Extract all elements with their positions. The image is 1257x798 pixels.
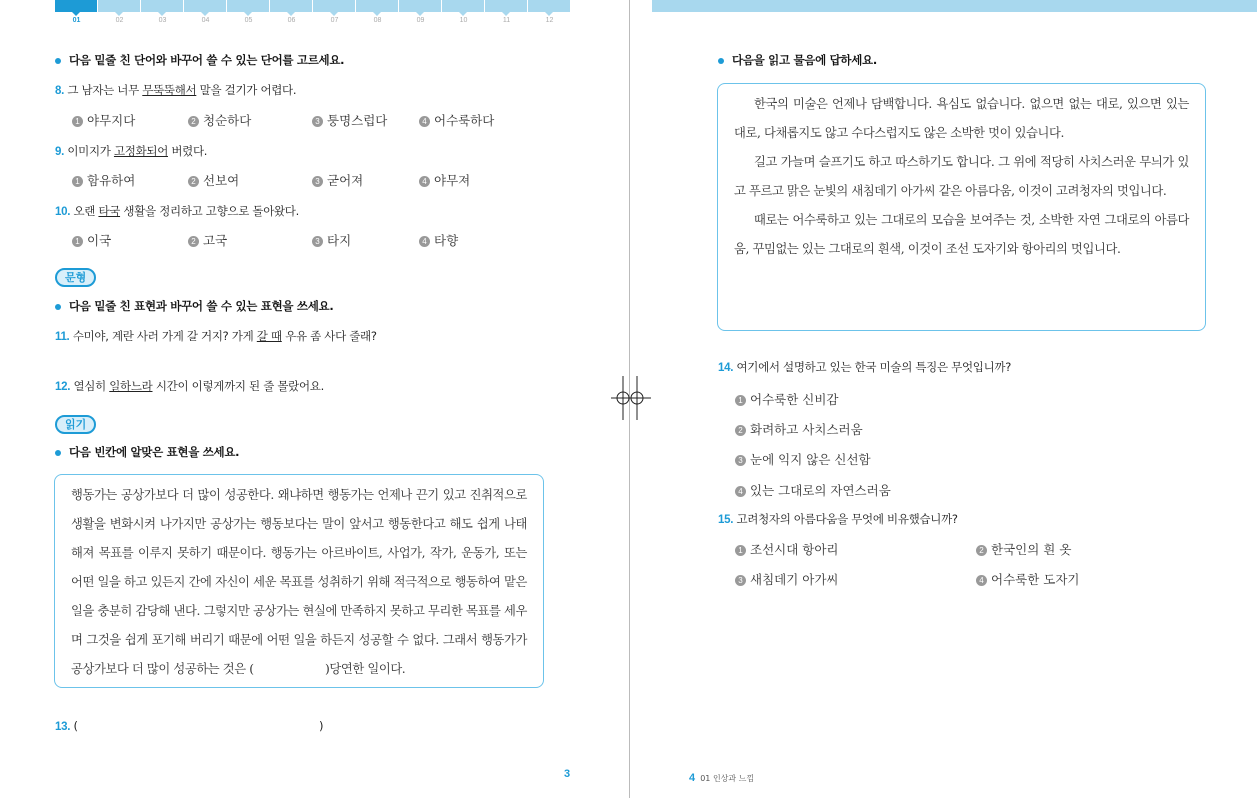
chapter-tab-label-01: 01 [72, 17, 81, 24]
right-passage [718, 84, 1205, 264]
chapter-tab-09[interactable] [399, 0, 442, 12]
right-instruction: 다음을 읽고 물음에 답하세요. [718, 52, 877, 68]
question-14: 14. 여기에서 설명하고 있는 한국 미술의 특징은 무엇입니까? [718, 360, 1011, 374]
passage-paragraph-3: 때로는 어수룩하고 있는 그대로의 모습을 보여주는 것, 소박한 자연 그대로의 아름다움, 꾸밈없는 있는 그대로의 흰색, 이것이 조선 도자기와 항아리의 멋입니다. [734, 213, 1189, 256]
option-3[interactable]: 3 타지 [312, 231, 351, 249]
option-2[interactable]: 2 고국 [188, 231, 227, 249]
chapter-tab-label-11: 11 [502, 17, 511, 24]
question-13: 13. ( ) [55, 719, 324, 733]
chapter-tab-label-03: 03 [158, 17, 167, 24]
chapter-tab-label-05: 05 [244, 17, 253, 24]
chapter-tab-numbers [55, 17, 571, 24]
q15-option-2[interactable]: 2 한국인의 흰 옷 [976, 540, 1071, 558]
section2-instruction: 다음 밑줄 친 표현과 바꾸어 쓸 수 있는 표현을 쓰세요. [55, 298, 333, 314]
chapter-tab-11[interactable] [485, 0, 528, 12]
chapter-tab-label-04: 04 [201, 17, 210, 24]
chapter-tab-10[interactable] [442, 0, 485, 12]
page-number-right: 4 [689, 772, 696, 784]
right-footer [689, 766, 754, 785]
chapter-tab-label-12: 12 [545, 17, 554, 24]
bullet-icon [55, 450, 61, 456]
question-9: 9. 이미지가 고정화되어 버렸다. [55, 144, 208, 158]
q14-option-2[interactable]: 2 화려하고 사치스러움 [735, 420, 863, 438]
q15-option-3[interactable]: 3 새침데기 아가씨 [735, 570, 839, 588]
q15-option-4[interactable]: 4 어수룩한 도자기 [976, 570, 1080, 588]
q15-option-1[interactable]: 1 조선시대 항아리 [735, 540, 839, 558]
section1-instruction: 다음 밑줄 친 단어와 바꾸어 쓸 수 있는 단어를 고르세요. [55, 52, 344, 68]
chapter-tab-07[interactable] [313, 0, 356, 12]
chapter-tab-label-02: 02 [115, 17, 124, 24]
option-2[interactable]: 2 청순하다 [188, 111, 251, 129]
option-1[interactable]: 1 야무지다 [72, 111, 135, 129]
section-badge-pattern: 문형 [55, 268, 96, 287]
chapter-tab-label-07: 07 [330, 17, 339, 24]
option-1[interactable]: 1 함유하여 [72, 171, 135, 189]
chapter-tab-label-08: 08 [373, 17, 382, 24]
question-12: 12. 열심히 일하느라 시간이 이렇게까지 된 줄 몰랐어요. [55, 379, 324, 393]
chapter-tab-label-10: 10 [459, 17, 468, 24]
option-4[interactable]: 4 타향 [419, 231, 458, 249]
option-1[interactable]: 1 이국 [72, 231, 111, 249]
question-10-options [72, 231, 532, 247]
chapter-tab-06[interactable] [270, 0, 313, 12]
chapter-tab-label-06: 06 [287, 17, 296, 24]
chapter-tab-label-09: 09 [416, 17, 425, 24]
reading-passage-box [54, 474, 544, 688]
question-10: 10. 오랜 타국 생활을 정리하고 고향으로 돌아왔다. [55, 204, 299, 218]
option-3[interactable]: 3 굳어져 [312, 171, 363, 189]
option-2[interactable]: 2 선보여 [188, 171, 239, 189]
q14-option-1[interactable]: 1 어수룩한 신비감 [735, 390, 839, 408]
chapter-tab-12[interactable] [528, 0, 571, 12]
q14-option-3[interactable]: 3 눈에 익지 않은 신선함 [735, 450, 871, 468]
chapter-title: 01 인상과 느낌 [700, 774, 755, 783]
q14-option-4[interactable]: 4 있는 그대로의 자연스러움 [735, 481, 891, 499]
bullet-icon [718, 58, 724, 64]
question-15: 15. 고려청자의 아름다움을 무엇에 비유했습니까? [718, 512, 958, 526]
chapter-tab-02[interactable] [98, 0, 141, 12]
chapter-tab-05[interactable] [227, 0, 270, 12]
right-passage-box [717, 83, 1206, 331]
passage-paragraph-1: 한국의 미술은 언제나 담백합니다. 욕심도 없습니다. 없으면 없는 대로, 있으면 있는 대로, 다채롭지도 않고 수다스럽지도 않은 소박한 멋이 있습니다. [734, 97, 1189, 140]
chapter-tab-03[interactable] [141, 0, 184, 12]
chapter-tab-08[interactable] [356, 0, 399, 12]
chapter-tab-strip [55, 0, 571, 12]
question-8-options [72, 111, 532, 127]
registration-mark-icon [611, 376, 651, 420]
option-3[interactable]: 3 퉁명스럽다 [312, 111, 387, 129]
question-11: 11. 수미야, 계란 사러 가게 갈 거지? 가게 갈 때 우유 좀 사다 줄래? [55, 329, 377, 343]
question-8: 8. 그 남자는 너무 무뚝뚝해서 말을 걸기가 어렵다. [55, 83, 297, 97]
chapter-tab-01[interactable] [55, 0, 98, 12]
passage-paragraph-2: 길고 가늘며 슬프기도 하고 따스하기도 합니다. 그 위에 적당히 사치스러운 무늬가 있고 푸르고 맑은 눈빛의 새침데기 아가씨 같은 아름다움, 이것이 고려청자의 멋입니다. [734, 155, 1189, 198]
right-page-header-bar [652, 0, 1257, 12]
bullet-icon [55, 304, 61, 310]
reading-passage-text: 행동가는 공상가보다 더 많이 성공한다. 왜냐하면 행동가는 언제나 끈기 있고 진취적으로 생활을 변화시켜 나가지만 공상가는 행동보다는 말이 앞서고 행동한다고 해도 쉽게 나태해져 목표를 이루지 못하기 때문이다. 행동가는 아르바이트, 사업가, 작가, 운동가, 또는 어떤 일을 하고 있든지 간에 자신이 세운 목표를 성취하기 위해 적극적으로 행동하여 맡은 일을 충분히 감당해 낸다. 그렇지만 공상가는 현실에 만족하지 못하고 무리한 목표를 세우며 그것을 쉽게 포기해 버리기 때문에 어떤 일을 하든지 성공할 수 없다. 그래서 행동가가 공상가보다 더 많이 성공하는 것은 ( )당연한 일이다. [71, 488, 527, 676]
answer-blank-13[interactable] [88, 718, 316, 734]
option-4[interactable]: 4 어수룩하다 [419, 111, 494, 129]
section3-instruction: 다음 빈칸에 알맞은 표현을 쓰세요. [55, 444, 239, 460]
chapter-tab-04[interactable] [184, 0, 227, 12]
bullet-icon [55, 58, 61, 64]
page-number-left: 3 [564, 768, 571, 780]
option-4[interactable]: 4 야무져 [419, 171, 470, 189]
question-9-options [72, 171, 532, 187]
section-badge-reading: 읽기 [55, 415, 96, 434]
